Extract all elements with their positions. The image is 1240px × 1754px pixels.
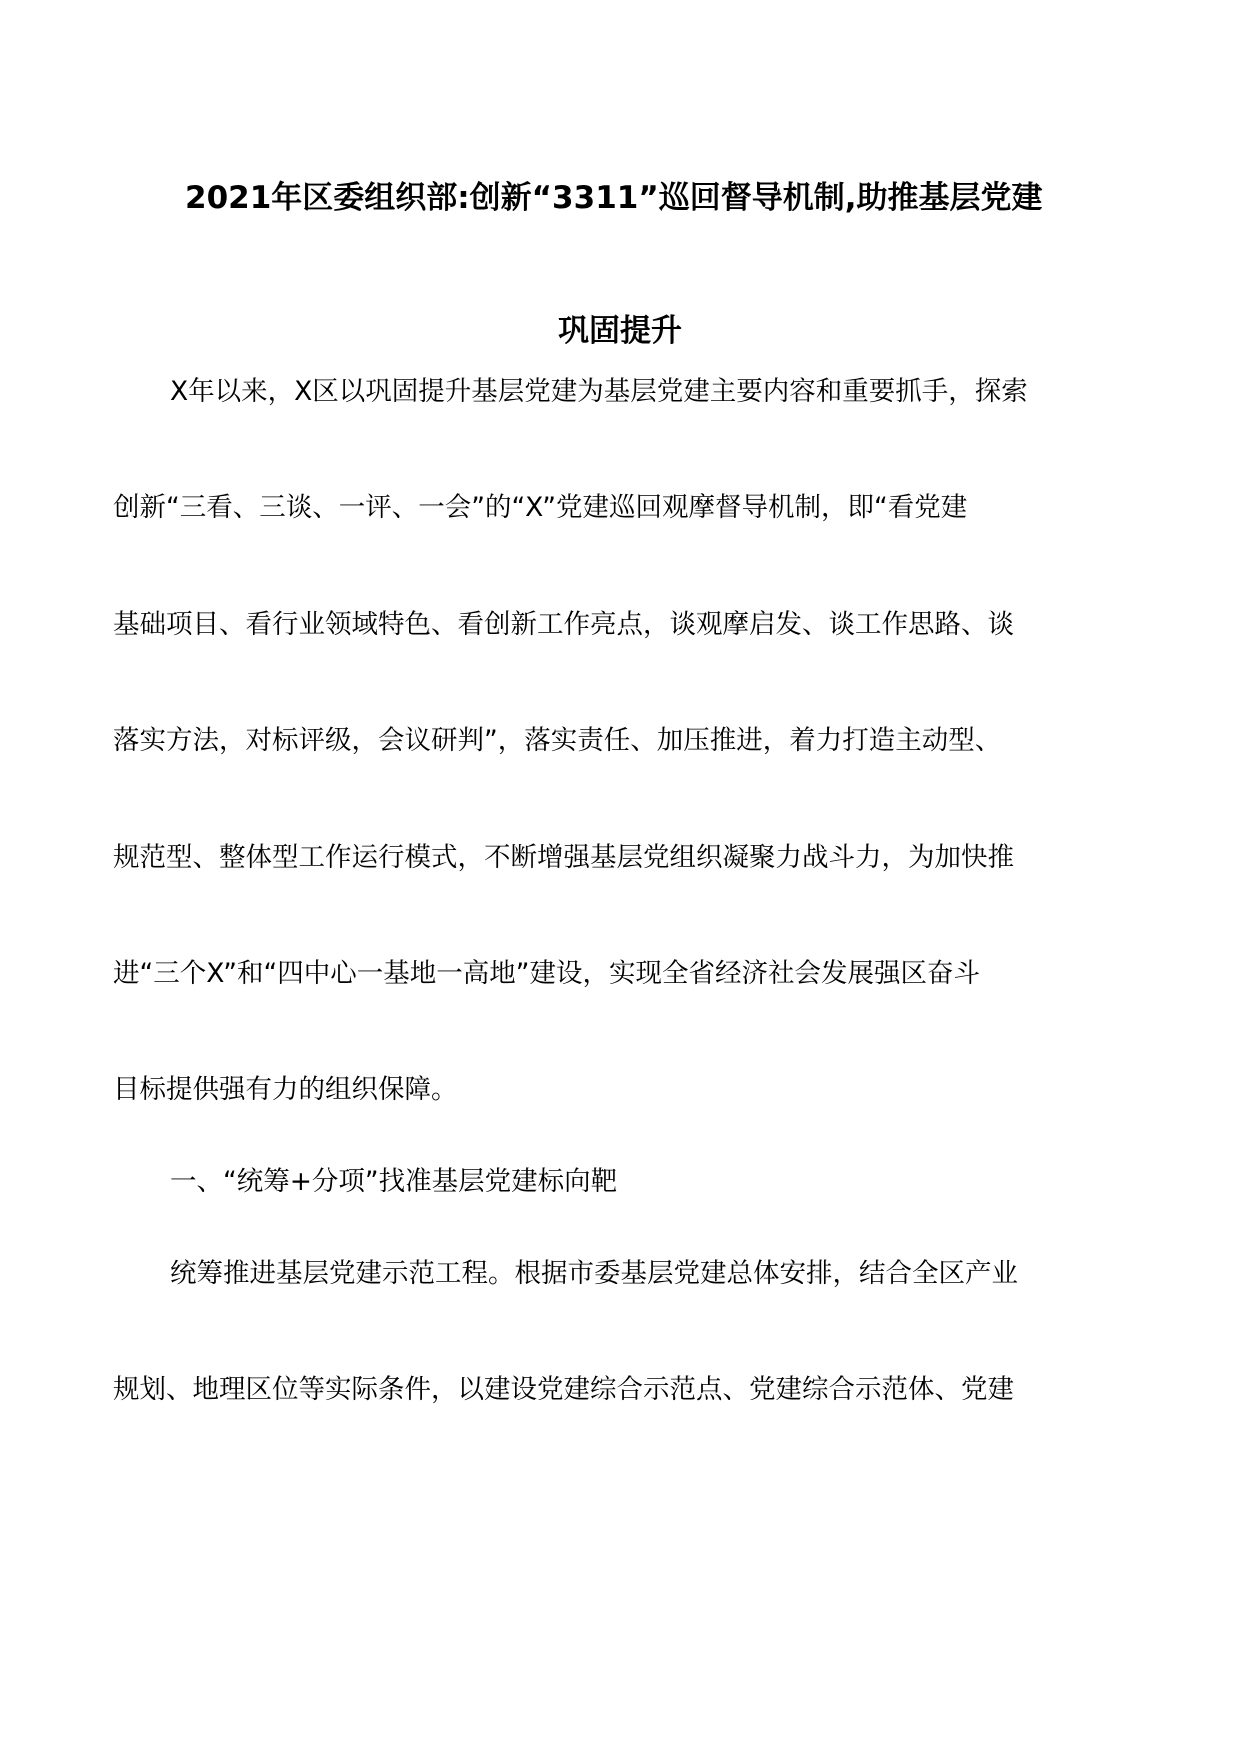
paragraph-1-line-4: 落实方法，对标评级，会议研判”，落实责任、加压推进，着力打造主动型、 xyxy=(113,725,1002,756)
paragraph-1-line-1: X年以来，X区以巩固提升基层党建为基层党建主要内容和重要抓手，探索 xyxy=(170,376,1028,407)
section-heading-1: 一、“统筹+分项”找准基层党建标向靶 xyxy=(170,1166,618,1197)
paragraph-1-line-2: 创新“三看、三谈、一评、一会”的“X”党建巡回观摩督导机制，即“看党建 xyxy=(113,492,968,523)
paragraph-1-line-6: 进“三个X”和“四中心一基地一高地”建设，实现全省经济社会发展强区奋斗 xyxy=(113,958,980,989)
document-title-line-1: 2021年区委组织部:创新“3311”巡回督导机制,助推基层党建 xyxy=(185,180,1043,216)
paragraph-1-line-7: 目标提供强有力的组织保障。 xyxy=(113,1074,458,1105)
paragraph-1-line-5: 规范型、整体型工作运行模式，不断增强基层党组织凝聚力战斗力，为加快推 xyxy=(113,842,1014,873)
paragraph-2-line-1: 统筹推进基层党建示范工程。根据市委基层党建总体安排，结合全区产业 xyxy=(170,1258,1018,1289)
document-title-line-2: 巩固提升 xyxy=(558,313,682,349)
paragraph-2-line-2: 规划、地理区位等实际条件，以建设党建综合示范点、党建综合示范体、党建 xyxy=(113,1374,1014,1405)
paragraph-1-line-3: 基础项目、看行业领域特色、看创新工作亮点，谈观摩启发、谈工作思路、谈 xyxy=(113,609,1014,640)
